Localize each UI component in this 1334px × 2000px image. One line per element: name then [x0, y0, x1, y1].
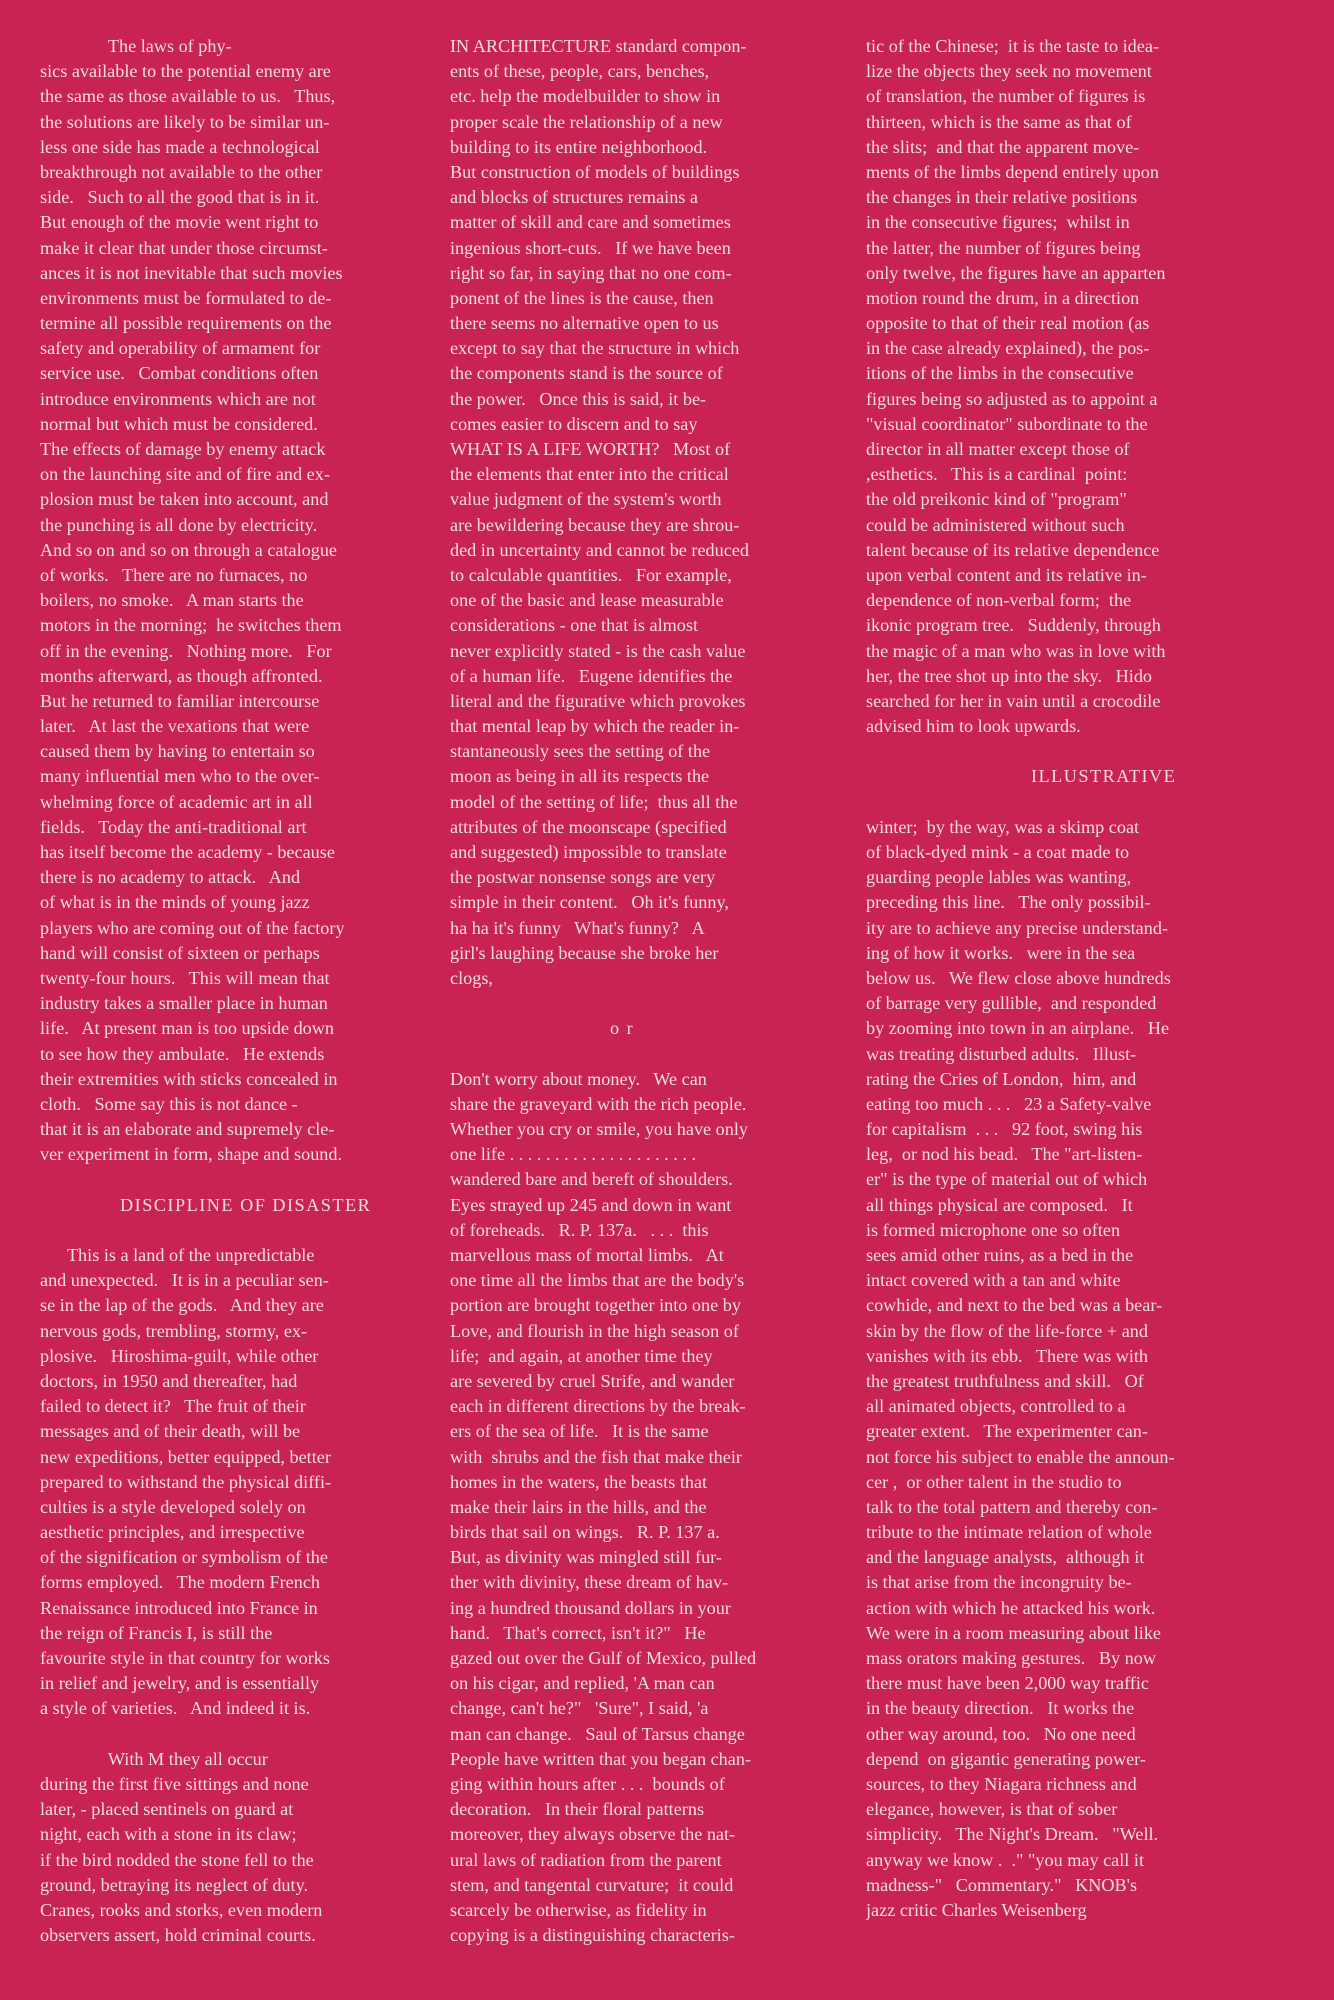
text-line: matter of skill and care and sometimes: [450, 212, 731, 233]
text-line: "visual coordinator" subordinate to the: [866, 413, 1148, 434]
text-line: greater extent. The experimenter can-: [866, 1421, 1148, 1442]
text-line: that mental leap by which the reader in-: [450, 716, 740, 737]
text-line: ver experiment in form, shape and sound.: [40, 1144, 343, 1165]
text-line: forms employed. The modern French: [40, 1572, 320, 1593]
text-line: advised him to look upwards.: [866, 716, 1081, 737]
text-line: homes in the waters, the beasts that: [450, 1471, 708, 1492]
text-line: later, - placed sentinels on guard at: [40, 1799, 294, 1820]
text-line: off in the evening. Nothing more. For: [40, 640, 332, 661]
text-line: life. At present man is too upside down: [40, 1018, 334, 1039]
text-line: only twelve, the figures have an apparten: [866, 262, 1166, 283]
text-line: wandered bare and bereft of shoulders.: [450, 1169, 733, 1190]
text-line: favourite style in that country for works: [40, 1648, 330, 1668]
text-line: messages and of their death, will be: [40, 1421, 301, 1442]
text-line: searched for her in vain until a crocodile: [866, 690, 1161, 711]
text-line: less one side has made a technological: [40, 136, 320, 157]
text-line: ural laws of radiation from the parent: [450, 1849, 722, 1870]
text-line: later. At last the vexations that were: [40, 716, 310, 737]
text-line: the latter, the number of figures being: [866, 237, 1141, 258]
text-line: with shrubs and the fish that make their: [450, 1446, 742, 1467]
text-line: in relief and jewelry, and is essentially: [40, 1673, 320, 1694]
text-line: and suggested) impossible to translate: [450, 842, 727, 862]
section-heading-discipline-of-disaster: DISCIPLINE OF DISASTER: [120, 1194, 372, 1215]
text-line: could be administered without such: [866, 514, 1125, 535]
text-line: Don't worry about money. We can: [450, 1068, 707, 1089]
text-line: cer , or other talent in the studio to: [866, 1471, 1122, 1492]
text-line: side. Such to all the good that is in it.: [40, 187, 320, 208]
text-line: to calculable quantities. For example,: [450, 564, 732, 585]
text-line: make their lairs in the hills, and the: [450, 1496, 707, 1517]
column-middle-body-top: [450, 34, 868, 991]
text-line: gazed out over the Gulf of Mexico, pulled: [450, 1648, 757, 1668]
text-line: is formed microphone one so often: [866, 1219, 1121, 1240]
text-line: there seems no alternative open to us: [450, 313, 719, 334]
text-line: each in different directions by the break-: [450, 1396, 746, 1417]
text-line: This is a land of the unpredictable: [40, 1245, 315, 1265]
text-line: jazz critic Charles Weisenberg: [866, 1899, 1087, 1920]
text-line: a style of varieties. And indeed it is.: [40, 1698, 311, 1719]
text-line: the old preikonic kind of "program": [866, 489, 1127, 510]
text-line: all things physical are composed. It: [866, 1194, 1133, 1215]
text-line: skin by the flow of the life-force + and: [866, 1320, 1148, 1341]
text-line: simple in their content. Oh it's funny,: [450, 892, 729, 913]
text-line: WHAT IS A LIFE WORTH? Most of: [450, 439, 731, 459]
text-line: itions of the limbs in the consecutive: [866, 363, 1134, 384]
text-line: by zooming into town in an airplane. He: [866, 1018, 1170, 1039]
text-line: Renaissance introduced into France in: [40, 1597, 318, 1618]
text-line: the elements that enter into the critical: [450, 464, 729, 485]
text-line: ingenious short-cuts. If we have been: [450, 237, 731, 258]
text-line: life; and again, at another time they: [450, 1345, 713, 1366]
text-line: twenty-four hours. This will mean that: [40, 967, 330, 988]
text-line: Whether you cry or smile, you have only: [450, 1119, 748, 1140]
text-line: But construction of models of buildings: [450, 161, 740, 182]
text-line: new expeditions, better equipped, better: [40, 1446, 331, 1467]
text-line: share the graveyard with the rich people.: [450, 1093, 747, 1114]
text-line: winter; by the way, was a skimp coat: [866, 816, 1140, 837]
text-line: of barrage very gullible, and responded: [866, 993, 1157, 1014]
text-line: the postwar nonsense songs are very: [450, 867, 716, 888]
text-line: decoration. In their floral patterns: [450, 1799, 705, 1820]
text-line: sics available to the potential enemy are: [40, 61, 331, 82]
text-line: tic of the Chinese; it is the taste to idea-: [866, 36, 1159, 56]
text-line: cloth. Some say this is not dance -: [40, 1093, 298, 1114]
text-line: rating the Cries of London, him, and: [866, 1068, 1137, 1089]
text-line: change, can't he?" 'Sure", I said, 'a: [450, 1698, 709, 1719]
text-line: We were in a room measuring about like: [866, 1622, 1161, 1643]
text-line: right so far, in saying that no one com-: [450, 262, 732, 283]
column-right-body-top: [866, 34, 1296, 739]
text-line: of black-dyed mink - a coat made to: [866, 842, 1130, 862]
text-line: is that arise from the incongruity be-: [866, 1572, 1132, 1593]
text-line: many influential men who to the over-: [40, 766, 320, 787]
text-line: talent because of its relative dependence: [866, 539, 1160, 560]
text-line: comes easier to discern and to say: [450, 413, 698, 434]
text-line: se in the lap of the gods. And they are: [40, 1295, 324, 1316]
text-line: months afterward, as though affronted.: [40, 665, 323, 686]
text-line: ha ha it's funny What's funny? A: [450, 917, 705, 938]
text-line: ing of how it works. were in the sea: [866, 942, 1136, 963]
text-column-middle: [450, 34, 868, 1980]
text-line: ances it is not inevitable that such movies: [40, 262, 343, 283]
text-line: ers of the sea of life. It is the same: [450, 1421, 709, 1442]
text-line: breakthrough not available to the other: [40, 161, 323, 182]
text-line: talk to the total pattern and thereby con-: [866, 1496, 1158, 1517]
text-line: plosive. Hiroshima-guilt, while other: [40, 1345, 319, 1366]
text-line: plosion must be taken into account, and: [40, 489, 329, 510]
text-line: in the beauty direction. It works the: [866, 1698, 1135, 1719]
text-line: moon as being in all its respects the: [450, 766, 710, 787]
text-line: model of the setting of life; thus all the: [450, 791, 738, 812]
text-line: birds that sail on wings. R. P. 137 a.: [450, 1522, 720, 1543]
text-line: attributes of the moonscape (specified: [450, 816, 727, 837]
text-line: ponent of the lines is the cause, then: [450, 287, 714, 308]
text-line: except to say that the structure in which: [450, 338, 740, 359]
text-line: sources, to they Niagara richness and: [866, 1773, 1137, 1794]
text-line: safety and operability of armament for: [40, 338, 321, 359]
text-line: marvellous mass of mortal limbs. At: [450, 1245, 724, 1265]
text-line: cowhide, and next to the bed was a bear-: [866, 1295, 1163, 1316]
text-line: nervous gods, trembling, stormy, ex-: [40, 1320, 308, 1341]
text-line: the power. Once this is said, it be-: [450, 388, 707, 409]
text-line: whelming force of academic art in all: [40, 791, 313, 812]
text-line: ity are to achieve any precise understand-: [866, 917, 1168, 938]
text-line: not force his subject to enable the announ-: [866, 1446, 1175, 1467]
text-line: there is no academy to attack. And: [40, 867, 301, 888]
text-line: normal but which must be considered.: [40, 413, 318, 434]
text-line: considerations - one that is almost: [450, 615, 699, 636]
text-line: vanishes with its ebb. There was with: [866, 1345, 1149, 1366]
text-line: and the language analysts, although it: [866, 1547, 1145, 1568]
text-line: the greatest truthfulness and skill. Of: [866, 1370, 1144, 1391]
column-left-body-bottom: [40, 1243, 458, 1948]
text-line: industry takes a smaller place in human: [40, 993, 328, 1014]
column-right-body-bottom: [866, 815, 1296, 1923]
text-line: etc. help the modelbuilder to show in: [450, 86, 721, 107]
text-line: elegance, however, is that of sober: [866, 1799, 1118, 1820]
text-line: hand will consist of sixteen or perhaps: [40, 942, 320, 963]
text-line: literal and the figurative which provokes: [450, 690, 746, 711]
text-line: thirteen, which is the same as that of: [866, 111, 1132, 132]
text-line: ents of these, people, cars, benches,: [450, 61, 710, 82]
text-line: the same as those available to us. Thus,: [40, 86, 336, 107]
text-line: players who are coming out of the factory: [40, 917, 345, 938]
text-line: the changes in their relative positions: [866, 187, 1138, 208]
text-line: guarding people lables was wanting,: [866, 867, 1132, 888]
text-line: upon verbal content and its relative in-: [866, 564, 1147, 585]
text-line: motors in the morning; he switches them: [40, 615, 342, 636]
text-line: stem, and tangental curvature; it could: [450, 1874, 734, 1895]
text-line: and blocks of structures remains a: [450, 187, 698, 208]
text-line: has itself become the academy - because: [40, 842, 335, 862]
column-left-body-top: [40, 34, 458, 1167]
text-line: But enough of the movie went right to: [40, 212, 319, 233]
text-line: [40, 1722, 458, 1747]
text-line: in the case already explained), the pos-: [866, 338, 1150, 359]
text-line: their extremities with sticks concealed in: [40, 1068, 338, 1089]
text-line: clogs,: [450, 967, 493, 988]
text-line: termine all possible requirements on the: [40, 313, 332, 334]
text-line: preceding this line. The only possibil-: [866, 892, 1151, 913]
text-line: lize the objects they seek no movement: [866, 61, 1152, 82]
text-column-right: [866, 34, 1296, 1980]
text-line: hand. That's correct, isn't it?" He: [450, 1622, 706, 1643]
text-line: make it clear that under those circumst-: [40, 237, 328, 258]
column-middle-body-bottom: [450, 1067, 868, 1949]
text-line: caused them by having to entertain so: [40, 741, 315, 762]
text-line: mass orators making gestures. By now: [866, 1648, 1156, 1668]
text-line: aesthetic principles, and irrespective: [40, 1522, 305, 1543]
text-line: value judgment of the system's worth: [450, 489, 722, 510]
text-line: anyway we know . ." "you may call it: [866, 1849, 1144, 1870]
text-line: failed to detect it? The fruit of their: [40, 1396, 306, 1417]
text-line: one life . . . . . . . . . . . . . . . . . . . . .: [450, 1144, 697, 1165]
text-line: the components stand is the source of: [450, 363, 723, 384]
text-line: one of the basic and lease measurable: [450, 590, 724, 611]
text-line: culties is a style developed solely on: [40, 1496, 306, 1517]
text-line: ,esthetics. This is a cardinal point:: [866, 464, 1128, 485]
text-line: depend on gigantic generating power-: [866, 1748, 1146, 1769]
text-line: tribute to the intimate relation of whole: [866, 1522, 1152, 1543]
text-line: ing a hundred thousand dollars in your: [450, 1597, 731, 1618]
text-line: all animated objects, controlled to a: [866, 1396, 1126, 1417]
text-line: of the signification or symbolism of the: [40, 1547, 328, 1568]
text-line: the punching is all done by electricity.: [40, 514, 318, 535]
text-line: the reign of Francis I, is still the: [40, 1622, 273, 1643]
text-line: other way around, too. No one need: [866, 1723, 1136, 1744]
text-line: on his cigar, and replied, 'A man can: [450, 1673, 715, 1694]
text-line: of foreheads. R. P. 137a. . . . this: [450, 1219, 709, 1240]
text-line: Eyes strayed up 245 and down in want: [450, 1194, 732, 1215]
text-line: if the bird nodded the stone fell to the: [40, 1849, 314, 1870]
text-line: motion round the drum, in a direction: [866, 287, 1140, 308]
text-line: her, the tree shot up into the sky. Hido: [866, 665, 1153, 686]
text-line: copying is a distinguishing characteris-: [450, 1925, 735, 1946]
text-line: With M they all occur: [40, 1748, 268, 1769]
text-line: observers assert, hold criminal courts.: [40, 1925, 316, 1946]
text-line: introduce environments which are not: [40, 388, 316, 409]
text-line: portion are brought together into one by: [450, 1295, 741, 1316]
text-line: Cranes, rooks and storks, even modern: [40, 1899, 323, 1920]
text-line: there must have been 2,000 way traffic: [866, 1673, 1149, 1694]
text-line: on the launching site and of fire and ex-: [40, 464, 330, 485]
text-line: of works. There are no furnaces, no: [40, 564, 308, 585]
text-line: prepared to withstand the physical diffi-: [40, 1471, 332, 1492]
text-line: below us. We flew close above hundreds: [866, 967, 1171, 988]
text-line: ments of the limbs depend entirely upon: [866, 161, 1159, 182]
section-heading-illustrative: ILLUSTRATIVE: [1031, 766, 1177, 787]
text-line: of translation, the number of figures is: [866, 86, 1146, 107]
text-line: night, each with a stone in its claw;: [40, 1824, 297, 1845]
text-line: for capitalism . . . 92 foot, swing his: [866, 1119, 1143, 1140]
text-line: of what is in the minds of young jazz: [40, 892, 310, 913]
text-line: simplicity. The Night's Dream. "Well.: [866, 1824, 1159, 1845]
text-column-left: [40, 34, 458, 1980]
text-line: People have written that you began chan-: [450, 1748, 751, 1769]
text-line: environments must be formulated to de-: [40, 287, 332, 308]
text-line: madness-" Commentary." KNOB's: [866, 1874, 1138, 1895]
text-line: service use. Combat conditions often: [40, 363, 319, 384]
text-line: in the consecutive figures; whilst in: [866, 212, 1130, 233]
text-line: the magic of a man who was in love with: [866, 640, 1166, 661]
text-line: figures being so adjusted as to appoint a: [866, 388, 1158, 409]
text-line: are severed by cruel Strife, and wander: [450, 1370, 735, 1391]
text-line: the slits; and that the apparent move-: [866, 136, 1140, 157]
text-line: action with which he attacked his work.: [866, 1597, 1156, 1618]
text-line: never explicitly stated - is the cash value: [450, 640, 746, 661]
text-line: And so on and so on through a catalogue: [40, 539, 338, 560]
text-line: er" is the type of material out of which: [866, 1169, 1148, 1190]
text-line: intact covered with a tan and white: [866, 1270, 1121, 1291]
text-line: moreover, they always observe the nat-: [450, 1824, 736, 1845]
text-line: of a human life. Eugene identifies the: [450, 665, 733, 686]
text-line: sees amid other ruins, as a bed in the: [866, 1245, 1134, 1265]
text-line: scarcely be otherwise, as fidelity in: [450, 1899, 707, 1920]
text-line: ikonic program tree. Suddenly, through: [866, 615, 1161, 636]
text-line: The laws of phy-: [40, 36, 232, 56]
text-line: and unexpected. It is in a peculiar sen-: [40, 1270, 329, 1291]
text-line: girl's laughing because she broke her: [450, 942, 719, 963]
text-line: IN ARCHITECTURE standard compon-: [450, 36, 747, 56]
text-line: But he returned to familiar intercourse: [40, 690, 320, 711]
text-line: ging within hours after . . . bounds of: [450, 1773, 725, 1794]
text-line: during the first five sittings and none: [40, 1773, 309, 1794]
text-line: eating too much . . . 23 a Safety-valve: [866, 1093, 1152, 1114]
text-line: boilers, no smoke. A man starts the: [40, 590, 304, 611]
text-line: building to its entire neighborhood.: [450, 136, 708, 157]
text-line: fields. Today the anti-traditional art: [40, 816, 307, 837]
text-line: Love, and flourish in the high season of: [450, 1320, 739, 1341]
text-line: doctors, in 1950 and thereafter, had: [40, 1370, 298, 1391]
text-line: was treating disturbed adults. Illust-: [866, 1043, 1137, 1064]
text-line: one time all the limbs that are the body's: [450, 1270, 745, 1291]
text-line: are bewildering because they are shrou-: [450, 514, 740, 535]
text-line: leg, or nod his bead. The "art-listen-: [866, 1144, 1143, 1165]
text-line: ther with divinity, these dream of hav-: [450, 1572, 729, 1593]
text-line: opposite to that of their real motion (as: [866, 313, 1150, 334]
text-line: director in all matter except those of: [866, 439, 1130, 459]
text-line: But, as divinity was mingled still fur-: [450, 1547, 722, 1568]
text-line: to see how they ambulate. He extends: [40, 1043, 325, 1064]
text-line: dependence of non-verbal form; the: [866, 590, 1132, 611]
text-line: proper scale the relationship of a new: [450, 111, 723, 132]
text-line: stantaneously sees the setting of the: [450, 741, 711, 762]
text-line: man can change. Saul of Tarsus change: [450, 1723, 745, 1744]
text-line: ded in uncertainty and cannot be reduced: [450, 539, 749, 560]
text-line: the solutions are likely to be similar un-: [40, 111, 330, 132]
text-line: ground, betraying its neglect of duty.: [40, 1874, 309, 1895]
text-line: The effects of damage by enemy attack: [40, 439, 326, 459]
text-line: that it is an elaborate and supremely cle-: [40, 1119, 335, 1140]
section-heading-or: o r: [610, 1018, 635, 1039]
